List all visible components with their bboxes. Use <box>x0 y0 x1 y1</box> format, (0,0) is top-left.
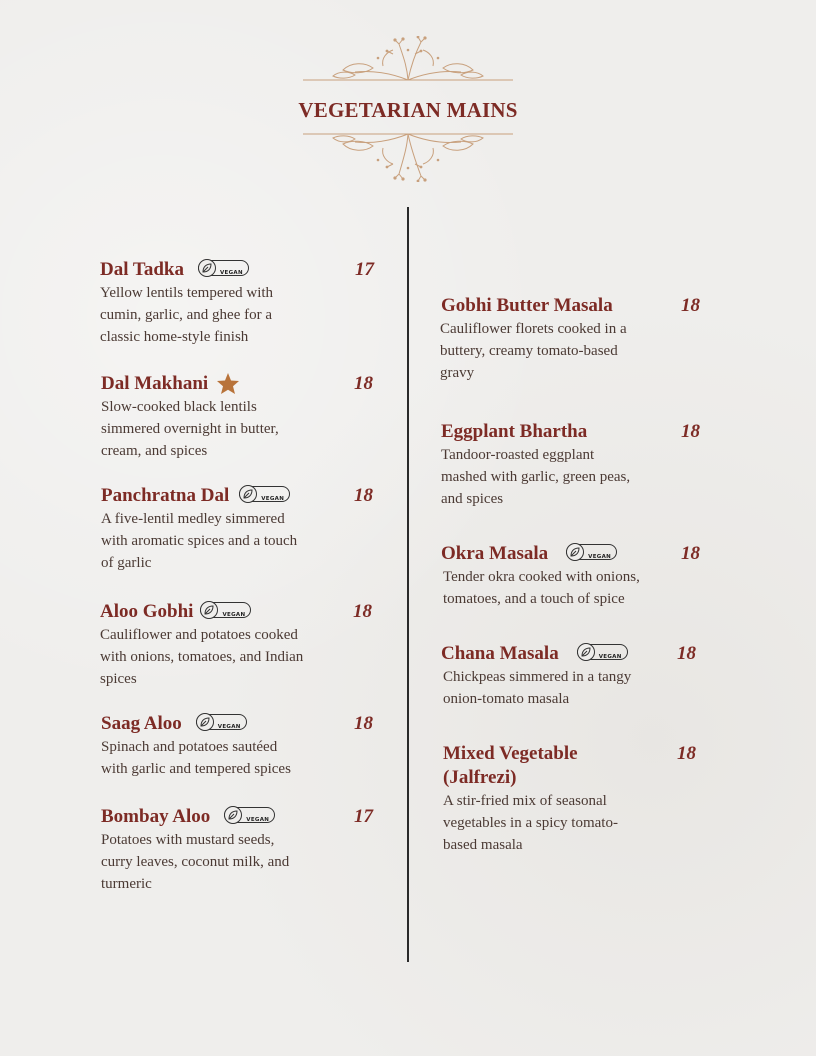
description-line: Tender okra cooked with onions, <box>443 569 640 585</box>
description-line: Tandoor-roasted eggplant <box>441 447 595 463</box>
menu-item <box>441 294 711 384</box>
vegan-label: VEGAN <box>598 654 622 661</box>
item-description <box>100 282 380 348</box>
description-line: Slow-cooked black lentils <box>101 399 257 415</box>
description-line: A stir-fried mix of seasonal <box>443 793 607 809</box>
description-line: classic home-style finish <box>100 329 249 345</box>
item-name: Dal Tadka <box>100 259 184 280</box>
item-description <box>101 829 381 895</box>
vegan-badge <box>200 602 251 618</box>
description-line: curry leaves, coconut milk, and <box>101 854 290 870</box>
item-price: 18 <box>354 373 373 394</box>
description-line: Cauliflower florets cooked in a <box>440 321 627 337</box>
item-name: Saag Aloo <box>101 713 182 734</box>
item-price: 18 <box>677 743 696 764</box>
description-line: Cauliflower and potatoes cooked <box>100 627 298 643</box>
leaf-icon <box>577 643 595 661</box>
item-price: 17 <box>354 806 373 827</box>
menu-item <box>441 542 711 610</box>
menu-item <box>100 600 380 690</box>
vegan-badge <box>196 714 247 730</box>
item-name: Chana Masala <box>441 643 559 664</box>
star-icon <box>216 372 240 395</box>
vegan-badge <box>239 486 290 502</box>
vegan-label: VEGAN <box>222 612 246 619</box>
item-price: 18 <box>681 421 700 442</box>
item-name: Panchratna Dal <box>101 485 230 506</box>
column-divider <box>407 207 409 962</box>
description-line: mashed with garlic, green peas, <box>441 469 631 485</box>
page-title: VEGETARIAN MAINS <box>298 98 518 122</box>
vegan-badge <box>566 544 617 560</box>
description-line: cumin, garlic, and ghee for a <box>100 307 273 323</box>
description-line: and spices <box>441 491 504 507</box>
description-line: Yellow lentils tempered with <box>100 285 274 301</box>
menu-item <box>101 484 381 574</box>
description-line: spices <box>100 671 137 687</box>
menu-item <box>100 258 380 348</box>
item-name: Okra Masala <box>441 543 549 564</box>
item-name: Eggplant Bhartha <box>441 421 588 442</box>
floral-ornament-bottom-icon <box>303 126 513 182</box>
menu-item <box>101 805 381 895</box>
description-line: Chickpeas simmered in a tangy <box>443 669 632 685</box>
description-line: Potatoes with mustard seeds, <box>101 832 275 848</box>
item-description <box>443 666 711 710</box>
vegan-label: VEGAN <box>261 496 285 503</box>
vegan-badge <box>224 807 275 823</box>
description-line: cream, and spices <box>101 443 208 459</box>
leaf-icon <box>196 713 214 731</box>
item-name: Bombay Aloo <box>101 806 211 827</box>
item-price: 18 <box>681 543 700 564</box>
floral-ornament-top-icon <box>303 36 513 82</box>
description-line: Spinach and potatoes sautéed <box>101 739 278 755</box>
vegan-badge <box>577 644 628 660</box>
description-line: tomatoes, and a touch of spice <box>443 591 625 607</box>
item-price: 17 <box>355 259 374 280</box>
vegan-label: VEGAN <box>219 270 243 277</box>
item-description <box>443 566 711 610</box>
menu-item <box>441 642 711 710</box>
item-description <box>100 624 380 690</box>
menu-item <box>441 420 711 510</box>
item-description <box>101 736 381 780</box>
item-price: 18 <box>353 601 372 622</box>
description-line: turmeric <box>101 876 152 892</box>
description-line: with onions, tomatoes, and Indian <box>100 649 304 665</box>
item-name: Aloo Gobhi <box>100 601 194 622</box>
menu-item <box>443 742 713 856</box>
item-price: 18 <box>681 295 700 316</box>
description-line: buttery, creamy tomato-based <box>440 343 618 359</box>
vegan-badge <box>198 260 249 276</box>
description-line: vegetables in a spicy tomato- <box>443 815 618 831</box>
item-price: 18 <box>677 643 696 664</box>
description-line: based masala <box>443 837 523 853</box>
menu-item <box>101 712 381 780</box>
menu-item <box>101 372 381 462</box>
description-line: of garlic <box>101 555 152 571</box>
description-line: onion-tomato masala <box>443 691 570 707</box>
item-description <box>441 444 711 510</box>
item-name: Dal Makhani <box>101 373 209 394</box>
description-line: gravy <box>440 365 475 381</box>
vegan-label: VEGAN <box>246 817 270 824</box>
description-line: A five-lentil medley simmered <box>101 511 285 527</box>
item-price: 18 <box>354 485 373 506</box>
item-description <box>101 396 381 462</box>
description-line: simmered overnight in butter, <box>101 421 279 437</box>
description-line: with garlic and tempered spices <box>101 761 291 777</box>
item-name: Gobhi Butter Masala <box>441 295 613 316</box>
description-line: with aromatic spices and a touch <box>101 533 298 549</box>
item-price: 18 <box>354 713 373 734</box>
item-name: Mixed Vegetable (Jalfrezi) <box>443 743 578 788</box>
vegan-label: VEGAN <box>217 724 241 731</box>
item-description <box>440 318 711 384</box>
vegan-label: VEGAN <box>588 554 612 561</box>
item-description <box>443 790 713 856</box>
item-description <box>101 508 381 574</box>
